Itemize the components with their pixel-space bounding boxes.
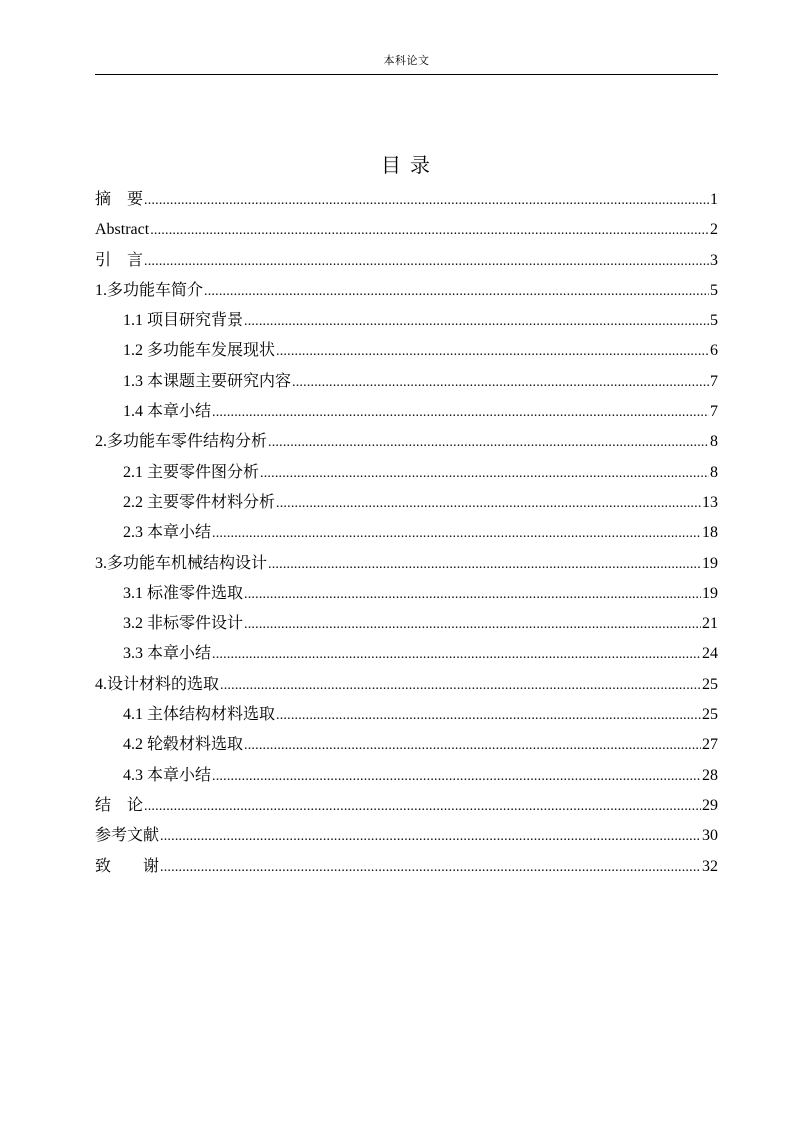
toc-dot-leader xyxy=(244,731,701,761)
toc-entry-page-number: 27 xyxy=(702,736,718,754)
toc-entry-label: 3.多功能车机械结构设计 xyxy=(95,554,268,572)
toc-dot-leader xyxy=(212,519,701,549)
toc-entry-label: 2.多功能车零件结构分析 xyxy=(95,433,268,451)
toc-entry-page-number: 6 xyxy=(710,342,718,360)
toc-entry[interactable] xyxy=(95,549,718,579)
toc-entry-label: 3.2 非标零件设计 xyxy=(123,615,244,633)
toc-entry-label: 3.1 标准零件选取 xyxy=(123,584,244,602)
toc-dot-leader xyxy=(276,701,701,731)
toc-entry-page-number: 32 xyxy=(702,857,718,875)
toc-entry-page-number: 1 xyxy=(710,191,718,208)
toc-entry-label: 4.1 主体结构材料选取 xyxy=(123,706,276,724)
toc-entry[interactable] xyxy=(95,246,718,276)
toc-entry[interactable] xyxy=(95,579,718,609)
toc-entry[interactable] xyxy=(95,185,718,215)
toc-entry-page-number: 13 xyxy=(702,493,718,511)
toc-entry-page-number: 5 xyxy=(710,312,718,330)
toc-dot-leader xyxy=(150,216,709,246)
toc-dot-leader xyxy=(204,277,709,307)
toc-dot-leader xyxy=(268,550,701,580)
toc-entry-page-number: 7 xyxy=(710,372,718,390)
toc-entry[interactable] xyxy=(95,730,718,760)
toc-entry[interactable] xyxy=(95,397,718,427)
toc-dot-leader xyxy=(260,459,709,489)
toc-dot-leader xyxy=(212,398,709,428)
toc-dot-leader xyxy=(244,307,709,337)
toc-entry-page-number: 18 xyxy=(702,524,718,542)
toc-dot-leader xyxy=(144,247,709,277)
toc-entry-label: 2.2 主要零件材料分析 xyxy=(123,493,276,511)
toc-entry[interactable] xyxy=(95,761,718,791)
toc-entry-label: 引 言 xyxy=(95,251,144,269)
toc-entry-page-number: 3 xyxy=(710,251,718,269)
toc-entry[interactable] xyxy=(95,427,718,457)
toc-entry-label: 1.4 本章小结 xyxy=(123,403,212,421)
toc-entry-label: 4.设计材料的选取 xyxy=(95,675,220,693)
header-text: 本科论文 xyxy=(383,55,430,67)
toc-entry-page-number: 29 xyxy=(702,796,718,814)
toc-dot-leader xyxy=(160,853,701,883)
toc-entry-label: 4.2 轮毂材料选取 xyxy=(123,736,244,754)
toc-entry[interactable] xyxy=(95,215,718,245)
toc-entry-page-number: 25 xyxy=(702,675,718,693)
toc-entry[interactable] xyxy=(95,336,718,366)
toc-dot-leader xyxy=(244,610,701,640)
toc-entry-page-number: 19 xyxy=(702,584,718,602)
toc-entry-label: 4.3 本章小结 xyxy=(123,766,212,784)
toc-dot-leader xyxy=(144,792,701,822)
toc-entry-page-number: 5 xyxy=(710,281,718,299)
toc-entry-page-number: 8 xyxy=(710,433,718,451)
toc-entry-page-number: 24 xyxy=(702,645,718,663)
toc-entry-label: 1.3 本课题主要研究内容 xyxy=(123,372,292,390)
toc-entry-page-number: 2 xyxy=(710,221,718,239)
toc-entry-page-number: 19 xyxy=(702,554,718,572)
toc-dot-leader xyxy=(276,337,709,367)
toc-dot-leader xyxy=(244,580,701,610)
toc-entry[interactable] xyxy=(95,852,718,882)
toc-entry[interactable] xyxy=(95,306,718,336)
toc-entry[interactable] xyxy=(95,700,718,730)
toc-entry-page-number: 21 xyxy=(702,615,718,633)
toc-dot-leader xyxy=(220,671,701,701)
toc-entry[interactable] xyxy=(95,821,718,851)
toc-entry[interactable] xyxy=(95,518,718,548)
toc-entry[interactable] xyxy=(95,791,718,821)
toc-entry-label: 参考文献 xyxy=(95,827,160,845)
toc-dot-leader xyxy=(212,762,701,792)
toc-entry[interactable] xyxy=(95,458,718,488)
toc-list xyxy=(95,185,718,882)
toc-entry[interactable] xyxy=(95,276,718,306)
toc-entry-page-number: 8 xyxy=(710,463,718,481)
toc-entry-label: 1.2 多功能车发展现状 xyxy=(123,342,276,360)
toc-entry[interactable] xyxy=(95,639,718,669)
toc-entry-label: Abstract xyxy=(95,221,150,239)
toc-title: 目 录 xyxy=(381,155,432,177)
toc-entry-label: 结 论 xyxy=(95,796,144,814)
toc-entry[interactable] xyxy=(95,367,718,397)
toc-dot-leader xyxy=(160,822,701,852)
toc-entry-label: 2.3 本章小结 xyxy=(123,524,212,542)
toc-dot-leader xyxy=(144,186,709,216)
toc-entry-label: 摘 要 xyxy=(95,191,144,208)
toc-entry-label: 1.1 项目研究背景 xyxy=(123,312,244,330)
toc-dot-leader xyxy=(268,428,709,458)
toc-entry[interactable] xyxy=(95,670,718,700)
toc-entry-label: 致 谢 xyxy=(95,857,160,875)
toc-entry[interactable] xyxy=(95,488,718,518)
toc-entry-label: 3.3 本章小结 xyxy=(123,645,212,663)
page-header xyxy=(95,52,718,75)
toc-dot-leader xyxy=(276,489,701,519)
toc-dot-leader xyxy=(212,640,701,670)
toc-entry[interactable] xyxy=(95,609,718,639)
toc-dot-leader xyxy=(292,368,709,398)
toc-entry-label: 1.多功能车简介 xyxy=(95,281,204,299)
toc-entry-label: 2.1 主要零件图分析 xyxy=(123,463,260,481)
toc-entry-page-number: 28 xyxy=(702,766,718,784)
toc-entry-page-number: 7 xyxy=(710,403,718,421)
toc-entry-page-number: 30 xyxy=(702,827,718,845)
toc-entry-page-number: 25 xyxy=(702,706,718,724)
